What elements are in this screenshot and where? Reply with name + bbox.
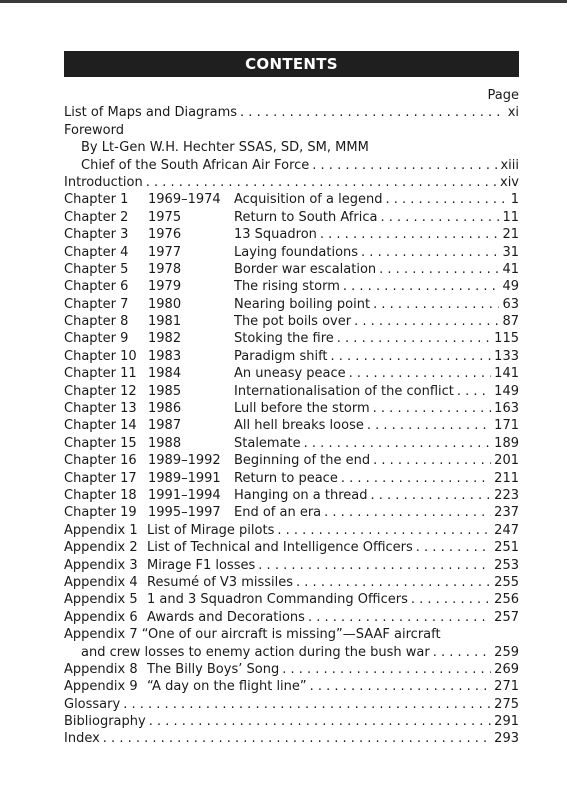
table-of-contents xyxy=(64,87,519,748)
entry-page: 163 xyxy=(494,401,519,417)
appendix-title: List of Mirage pilots xyxy=(147,522,275,538)
chapter-label: Chapter 16 xyxy=(64,453,137,469)
page-column-label: Page xyxy=(487,88,519,103)
toc-entry-chapter[interactable] xyxy=(64,487,519,504)
dot-leader xyxy=(123,696,491,713)
entry-page: 271 xyxy=(494,679,519,695)
toc-entry-chapter[interactable] xyxy=(64,435,519,452)
chapter-title: Return to peace xyxy=(234,470,338,486)
entry-page: 247 xyxy=(494,522,519,538)
entry-page: 237 xyxy=(494,505,519,521)
chapter-label: Chapter 2 xyxy=(64,209,129,225)
entry-page: 255 xyxy=(494,574,519,590)
chapter-title: Paradigm shift xyxy=(234,348,328,364)
entry-page: 256 xyxy=(494,592,519,608)
toc-entry-chapter[interactable] xyxy=(64,244,519,261)
foreword-role[interactable] xyxy=(64,157,519,174)
chapter-label: Chapter 17 xyxy=(64,470,137,486)
toc-entry-foreword[interactable]: Foreword xyxy=(64,122,124,138)
dot-leader xyxy=(343,278,500,295)
chapter-label: Chapter 14 xyxy=(64,418,137,434)
dot-leader xyxy=(457,383,491,400)
appendix-label: Appendix 2 xyxy=(64,540,138,556)
appendix-label: Appendix 8 xyxy=(64,661,138,677)
entry-page: 189 xyxy=(494,435,519,451)
chapter-years: 1984 xyxy=(148,366,182,382)
toc-entry-chapter[interactable] xyxy=(64,383,519,400)
dot-leader xyxy=(308,609,491,626)
toc-entry-chapter[interactable] xyxy=(64,452,519,469)
toc-entry-introduction[interactable] xyxy=(64,174,519,191)
entry-title: Introduction xyxy=(64,174,143,190)
toc-entry-chapter[interactable] xyxy=(64,209,519,226)
appendix-title: “A day on the flight line” xyxy=(147,679,307,695)
entry-title: List of Maps and Diagrams xyxy=(64,105,238,121)
entry-page: 291 xyxy=(494,714,519,730)
chapter-title: Acquisition of a legend xyxy=(234,192,383,208)
appendix-list-late xyxy=(64,661,519,696)
dot-leader xyxy=(258,557,491,574)
chapter-label: Chapter 9 xyxy=(64,331,129,347)
dot-leader xyxy=(296,574,491,591)
appendix-label: Appendix 5 xyxy=(64,592,138,608)
chapter-years: 1982 xyxy=(148,331,182,347)
dot-leader xyxy=(146,174,497,191)
toc-entry-back-matter[interactable] xyxy=(64,696,519,713)
chapter-years: 1995–1997 xyxy=(148,505,221,521)
chapter-title: The pot boils over xyxy=(234,314,352,330)
chapter-label: Chapter 4 xyxy=(64,244,129,260)
toc-entry-chapter[interactable] xyxy=(64,348,519,365)
chapter-title: Beginning of the end xyxy=(234,453,371,469)
chapter-years: 1978 xyxy=(148,261,182,277)
appendix-title: Resumé of V3 missiles xyxy=(147,574,294,590)
chapter-years: 1981 xyxy=(148,314,182,330)
dot-leader xyxy=(373,400,492,417)
dot-leader xyxy=(371,487,492,504)
entry-page: 63 xyxy=(502,296,519,312)
entry-page: 259 xyxy=(494,644,519,660)
toc-entry-chapter[interactable] xyxy=(64,504,519,521)
entry-page: 115 xyxy=(494,331,519,347)
chapter-years: 1986 xyxy=(148,401,182,417)
dot-leader xyxy=(304,435,492,452)
chapter-years: 1979 xyxy=(148,279,182,295)
appendix-label: Appendix 9 xyxy=(64,679,138,695)
dot-leader xyxy=(385,191,507,208)
toc-entry-appendix[interactable] xyxy=(64,678,519,695)
dot-leader xyxy=(361,244,499,261)
chapter-years: 1991–1994 xyxy=(148,487,221,503)
toc-entry-chapter[interactable] xyxy=(64,365,519,382)
dot-leader xyxy=(373,452,491,469)
chapter-label: Chapter 13 xyxy=(64,401,137,417)
chapter-title: An uneasy peace xyxy=(234,366,346,382)
chapter-label: Chapter 8 xyxy=(64,314,129,330)
entry-page: 1 xyxy=(510,192,519,208)
appendix-title: Awards and Decorations xyxy=(147,609,305,625)
entry-page: 87 xyxy=(502,314,519,330)
toc-entry-appendix[interactable] xyxy=(64,557,519,574)
chapter-list xyxy=(64,191,519,521)
appendix-list xyxy=(64,522,519,626)
appendix-label: Appendix 1 xyxy=(64,522,138,538)
dot-leader xyxy=(433,644,491,661)
back-matter-list xyxy=(64,696,519,748)
entry-page: 11 xyxy=(502,209,519,225)
toc-entry-chapter[interactable] xyxy=(64,313,519,330)
chapter-title: Hanging on a thread xyxy=(234,487,368,503)
chapter-title: Internationalisation of the conflict xyxy=(234,383,454,399)
dot-leader xyxy=(373,296,499,313)
toc-entry-maps[interactable] xyxy=(64,104,519,121)
toc-entry-chapter[interactable] xyxy=(64,470,519,487)
dot-leader xyxy=(103,730,491,747)
appendix-title: The Billy Boys’ Song xyxy=(147,661,280,677)
dot-leader xyxy=(149,713,491,730)
dot-leader xyxy=(324,504,491,521)
entry-page: 293 xyxy=(494,731,519,747)
toc-entry-appendix[interactable] xyxy=(64,609,519,626)
contents-heading: CONTENTS xyxy=(64,51,519,77)
chapter-title: Laying foundations xyxy=(234,244,359,260)
foreword-author: By Lt-Gen W.H. Hechter SSAS, SD, SM, MMM xyxy=(81,140,369,156)
appendix-title: 1 and 3 Squadron Commanding Officers xyxy=(147,592,408,608)
entry-title: Chief of the South African Air Force xyxy=(81,157,310,173)
appendix-title: List of Technical and Intelligence Officers xyxy=(147,540,413,556)
dot-leader xyxy=(240,104,505,121)
chapter-years: 1976 xyxy=(148,227,182,243)
chapter-label: Chapter 1 xyxy=(64,192,129,208)
dot-leader xyxy=(331,348,492,365)
toc-entry-appendix[interactable] xyxy=(64,574,519,591)
entry-page: xiv xyxy=(500,174,519,190)
entry-page: 201 xyxy=(494,453,519,469)
entry-page: 275 xyxy=(494,696,519,712)
entry-title: and crew losses to enemy action during the bush war xyxy=(81,644,430,660)
dot-leader xyxy=(354,313,499,330)
chapter-years: 1980 xyxy=(148,296,182,312)
chapter-title: Stalemate xyxy=(234,435,301,451)
entry-title: Bibliography xyxy=(64,714,146,730)
chapter-label: Chapter 18 xyxy=(64,487,137,503)
chapter-label: Chapter 15 xyxy=(64,435,137,451)
chapter-title: Lull before the storm xyxy=(234,401,370,417)
chapter-title: 13 Squadron xyxy=(234,227,317,243)
chapter-title: Border war escalation xyxy=(234,261,377,277)
dot-leader xyxy=(411,591,491,608)
appendix-label: Appendix 3 xyxy=(64,557,138,573)
entry-page: 49 xyxy=(502,279,519,295)
chapter-label: Chapter 10 xyxy=(64,348,137,364)
chapter-title: All hell breaks loose xyxy=(234,418,364,434)
entry-page: 171 xyxy=(494,418,519,434)
toc-entry-appendix[interactable] xyxy=(64,661,519,678)
toc-entry-chapter[interactable] xyxy=(64,400,519,417)
entry-page: 223 xyxy=(494,487,519,503)
entry-title: Glossary xyxy=(64,696,121,712)
chapter-years: 1983 xyxy=(148,348,182,364)
dot-leader xyxy=(341,470,491,487)
toc-entry-chapter[interactable] xyxy=(64,278,519,295)
chapter-years: 1989–1991 xyxy=(148,470,221,486)
dot-leader xyxy=(349,365,492,382)
dot-leader xyxy=(379,261,499,278)
appendix-title: Mirage F1 losses xyxy=(147,557,256,573)
toc-entry-back-matter[interactable] xyxy=(64,713,519,730)
toc-entry-chapter[interactable] xyxy=(64,417,519,434)
dot-leader xyxy=(416,539,491,556)
chapter-label: Chapter 7 xyxy=(64,296,129,312)
entry-page: 269 xyxy=(494,661,519,677)
entry-page: xi xyxy=(507,105,519,121)
top-border xyxy=(0,0,567,3)
chapter-title: Stoking the fire xyxy=(234,331,334,347)
entry-page: 251 xyxy=(494,540,519,556)
chapter-title: End of an era xyxy=(234,505,322,521)
entry-page: 253 xyxy=(494,557,519,573)
appendix-7-continuation[interactable] xyxy=(64,644,519,661)
dot-leader xyxy=(310,678,492,695)
toc-entry-chapter[interactable] xyxy=(64,191,519,208)
entry-page: 31 xyxy=(502,244,519,260)
toc-entry-back-matter[interactable] xyxy=(64,730,519,747)
dot-leader xyxy=(337,330,491,347)
dot-leader xyxy=(367,417,491,434)
toc-entry-appendix-7[interactable]: Appendix 7 “One of our aircraft is missing”—SAAF aircraft xyxy=(64,627,441,643)
dot-leader xyxy=(312,157,497,174)
entry-page: 41 xyxy=(502,261,519,277)
entry-page: 149 xyxy=(494,383,519,399)
chapter-label: Chapter 6 xyxy=(64,279,129,295)
chapter-years: 1969–1974 xyxy=(148,192,221,208)
entry-page: 133 xyxy=(494,348,519,364)
toc-entry-chapter[interactable] xyxy=(64,296,519,313)
entry-title: Index xyxy=(64,731,100,747)
chapter-years: 1987 xyxy=(148,418,182,434)
entry-page: 21 xyxy=(502,227,519,243)
chapter-years: 1985 xyxy=(148,383,182,399)
entry-page: 141 xyxy=(494,366,519,382)
chapter-years: 1975 xyxy=(148,209,182,225)
toc-entry-chapter[interactable] xyxy=(64,226,519,243)
chapter-years: 1988 xyxy=(148,435,182,451)
appendix-label: Appendix 4 xyxy=(64,574,138,590)
toc-entry-chapter[interactable] xyxy=(64,330,519,347)
dot-leader xyxy=(282,661,491,678)
toc-entry-appendix[interactable] xyxy=(64,539,519,556)
chapter-years: 1989–1992 xyxy=(148,453,221,469)
chapter-label: Chapter 5 xyxy=(64,261,129,277)
toc-entry-chapter[interactable] xyxy=(64,261,519,278)
chapter-title: Return to South Africa xyxy=(234,209,378,225)
chapter-label: Chapter 12 xyxy=(64,383,137,399)
toc-entry-appendix[interactable] xyxy=(64,591,519,608)
chapter-label: Chapter 11 xyxy=(64,366,137,382)
chapter-title: Nearing boiling point xyxy=(234,296,371,312)
entry-page: xiii xyxy=(500,157,519,173)
chapter-years: 1977 xyxy=(148,244,182,260)
dot-leader xyxy=(277,522,491,539)
entry-page: 211 xyxy=(494,470,519,486)
appendix-label: Appendix 6 xyxy=(64,609,138,625)
chapter-label: Chapter 3 xyxy=(64,227,129,243)
dot-leader xyxy=(320,226,500,243)
entry-page: 257 xyxy=(494,609,519,625)
chapter-title: The rising storm xyxy=(234,279,340,295)
dot-leader xyxy=(380,209,499,226)
toc-entry-appendix[interactable] xyxy=(64,522,519,539)
chapter-label: Chapter 19 xyxy=(64,505,137,521)
